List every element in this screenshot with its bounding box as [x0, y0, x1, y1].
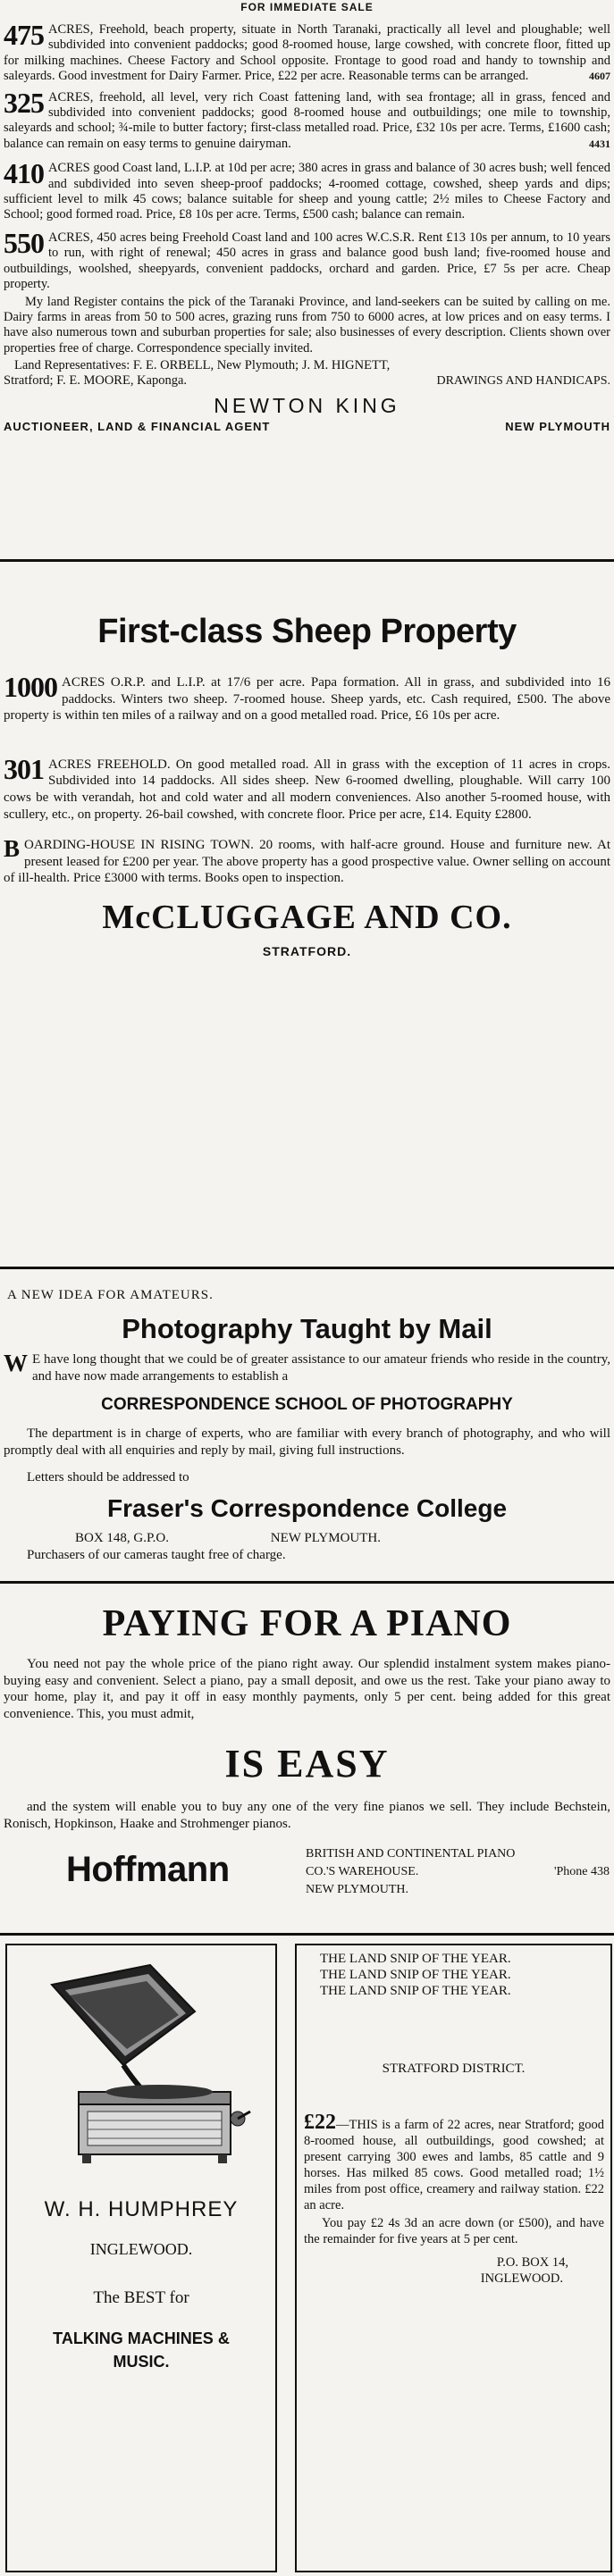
listing-number: 301 [4, 752, 44, 785]
warehouse-block [306, 1845, 610, 1899]
school-name: CORRESPONDENCE SCHOOL OF PHOTOGRAPHY [101, 1395, 513, 1415]
firm-name-mccluggage: McCLUGGAGE AND CO. [102, 898, 512, 936]
dropcap: B [4, 835, 21, 863]
listing-text: ACRES O.R.P. and L.I.P. at 17/6 per acre. Papa formation. All in grass, and subdivided into 16 paddocks. Winters two sheep. 7-roomed house. Sheep yards, etc. Cash required, £500. The above property is within ten miles of a railway and on a good metalled road. Price, £6 10s per acre. [4, 675, 610, 723]
listing-ref: 4607 [589, 70, 610, 83]
photography-title: Photography Taught by Mail [122, 1313, 492, 1344]
listing-text: ACRES good Coast land, L.I.P. at 10d per acre; 380 acres in grass and balance of 30 acres bush; well fenced and subdivided into seven sheep-proof paddocks; 4-roomed cottage, cowshed, sheep yards and dips; sufficient level to milk 45 cows; balance suitable for sheep and young cattle; 2½ miles to Cheese Factory and School; good formed road. Price, £8 10s per acre. Terms, £500 cash; balance can remain. [4, 161, 610, 222]
po-box: P.O. BOX 14, [496, 2255, 568, 2270]
firm-place: NEW PLYMOUTH [505, 420, 610, 434]
best-for: The BEST for [93, 2288, 189, 2307]
gramophone-illustration [16, 1958, 263, 2181]
warehouse-line-2-row [306, 1863, 610, 1881]
listing-550 [4, 226, 610, 293]
firm-name-hoffmann: Hoffmann [66, 1849, 230, 1889]
divider [0, 1581, 614, 1584]
is-easy: IS EASY [224, 1742, 390, 1786]
listing-number: 410 [4, 157, 44, 190]
land-snip-advert [295, 1944, 612, 2572]
department-text: The department is in charge of experts, who are familiar with every branch of photography, and who will promptly deal with all enquiries and reply by mail, giving full instructions. [4, 1426, 610, 1458]
listing-number: 1000 [4, 671, 57, 703]
kicker: A NEW IDEA FOR AMATEURS. [7, 1288, 214, 1302]
snip-lines [320, 1951, 604, 1999]
divider [0, 559, 614, 562]
reps-line-1: Land Representatives: F. E. ORBELL, New Plymouth; J. M. HIGNETT, [14, 358, 391, 373]
listing-text: ACRES FREEHOLD. On good metalled road. All in grass with the exception of 11 acres in crops. Subdivided into 14 paddocks. All sides sheep. New 6-roomed dwelling, ploughable. Will carry 100 cows be with verandah, hot and cold water and all modern conveniences. Also another 5-roomed house, with scullery, etc., on property. 26-bail cowshed, with concrete floor. Price per acre, £14. Equity £2800. [4, 757, 610, 822]
city: NEW PLYMOUTH. [270, 1530, 381, 1545]
snip-line: THE LAND SNIP OF THE YEAR. [320, 1984, 511, 1998]
listing-325 [4, 86, 610, 153]
listing-text: ACRES, freehold, all level, very rich Coast fattening land, with sea frontage; all in grass, fenced and subdivided into convenient paddocks; good 8-roomed house and outbuildings; one mile to township, saleyards and school; ¾-mile to butter factory; first-class metalled road. Price, £32 10s per acre. Terms, £1600 cash; balance can remain on easy terms to genuine dairyman. [4, 89, 610, 151]
box-city: INGLEWOOD. [480, 2271, 563, 2286]
talking-machines: TALKING MACHINES & [53, 2329, 230, 2347]
reps-line-2-row [4, 373, 610, 389]
divider [0, 1267, 614, 1269]
firm-subtitle: AUCTIONEER, LAND & FINANCIAL AGENT [4, 420, 271, 434]
listing-410 [4, 157, 610, 223]
listing-number: 550 [4, 226, 44, 259]
intro-text: E have long thought that we could be of greater assistance to our amateur friends who reside in the country, and have now made arrangements to establish a [32, 1352, 610, 1384]
piano-advert [4, 1585, 610, 1920]
listing-text: ACRES, Freehold, beach property, situate in North Taranaki, practically all level and ploughable; well subdivided into convenient paddocks; good 8-roomed house, large cowshed, with concrete floor, fitted up for milking machines. Cheese Factory and School opposite. Frontage to good road and handy to township and saleyards. Good investment for Dairy Farmer. Price, £22 per acre. Reasonable terms can be arranged. [4, 22, 610, 84]
warehouse-line-1: BRITISH AND CONTINENTAL PIANO [306, 1846, 516, 1861]
divider [0, 1933, 614, 1936]
listing-1000 [4, 671, 610, 724]
listing-301 [4, 752, 610, 823]
piano-body: You need not pay the whole price of the piano right away. Our splendid instalment system makes piano-buying easy and convenient. Select a piano, pay a small deposit, and owe us the rest. Take your piano away to your home, play it, and pay it off in easy monthly payments, only 5 per cent. being added for this great convenience. This, you must admit, [4, 1657, 610, 1721]
firm-name-newton-king: NEWTON KING [214, 394, 400, 418]
piano-body-2: and the system will enable you to buy any one of the very fine pianos we sell. They include Bechstein, Ronisch, Hopkinson, Haake and Strohmenger pianos. [4, 1800, 610, 1831]
firm-place: STRATFORD. [262, 943, 352, 958]
mccluggage-advert [4, 576, 610, 1259]
phone: 'Phone 438 [553, 1864, 610, 1878]
listing-number: 475 [4, 19, 44, 51]
district: STRATFORD DISTRICT. [382, 2062, 526, 2076]
photography-advert [4, 1270, 610, 1574]
listing-ref: 4431 [589, 137, 610, 150]
listing-text: ACRES, 450 acres being Freehold Coast land and 100 acres W.C.S.R. Rent £13 10s per annum, to 10 years to run, with right of renewal; 450 acres in grass and balance good bush land; five-roomed house and outbuildings, woolshed, sheepyards, convenient paddocks, orchard and garden. Price, £7 5s per acre. Cheap property. [4, 230, 610, 292]
farm-price: £22 [304, 2111, 336, 2134]
land-register-text: My land Register contains the pick of the Taranaki Province, and land-seekers can be suited by calling on me. Dairy farms in areas from 50 to 500 acres, grazing runs from 750 to 6000 acres, at low prices and on easy terms. I have also numerous town and suburban properties for sale; also businesses of every description. Clients shown over properties free of charge. Correspondence specially invited. [4, 294, 610, 355]
humphrey-place: INGLEWOOD. [89, 2240, 193, 2258]
firm-sub-row [4, 420, 610, 435]
listing-475 [4, 19, 610, 85]
drawings-handicaps: DRAWINGS AND HANDICAPS. [436, 374, 610, 389]
hoffmann-footer [4, 1844, 610, 1915]
humphrey-name: W. H. HUMPHREY [44, 2197, 239, 2221]
representatives [4, 358, 610, 389]
warehouse-line-2: CO.'S WAREHOUSE. [306, 1864, 419, 1878]
box-address: BOX 148, G.P.O. [75, 1530, 170, 1545]
college-name: Fraser's Correspondence College [106, 1493, 508, 1522]
snip-line: THE LAND SNIP OF THE YEAR. [320, 1968, 511, 1982]
listing-number: 325 [4, 86, 44, 119]
ad1-header: FOR IMMEDIATE SALE [240, 1, 374, 13]
dropcap: W [4, 1350, 28, 1376]
music: MUSIC. [113, 2353, 170, 2371]
humphrey-advert [5, 1944, 277, 2572]
farm-description [304, 2113, 604, 2287]
purchasers-text: Purchasers of our cameras taught free of charge. [27, 1547, 286, 1562]
farm-text: —THIS is a farm of 22 acres, near Stratford; good 8-roomed house, all outbuildings, good cowshed; at present carrying 300 ewes and lambs, 85 cattle and 9 horses. Has milked 85 cows. Good metalled road; 1½ miles from post office, creamery and railway station. £22 an acre. [304, 2118, 604, 2212]
piano-title: PAYING FOR A PIANO [102, 1603, 512, 1644]
warehouse-city: NEW PLYMOUTH. [306, 1882, 409, 1896]
letters-text: Letters should be addressed to [27, 1470, 189, 1485]
newton-king-advert [4, 0, 610, 532]
address-row [4, 1531, 610, 1546]
farm-terms: You pay £2 4s 3d an acre down (or £500), and have the remainder for five years at 5 per cent. [304, 2216, 604, 2246]
boarding-text: OARDING-HOUSE IN RISING TOWN. 20 rooms, with half-acre ground. House and furniture new. At present leased for £200 per year. The above property has a good prospective value. Owner selling on account of ill-health. Price £3000 with terms. Books open to inspection. [4, 838, 610, 886]
boarding-house [4, 837, 610, 887]
sheep-property-title: First-class Sheep Property [97, 613, 517, 650]
snip-line: THE LAND SNIP OF THE YEAR. [320, 1952, 511, 1966]
reps-line-2: Stratford; F. E. MOORE, Kaponga. [4, 373, 188, 389]
